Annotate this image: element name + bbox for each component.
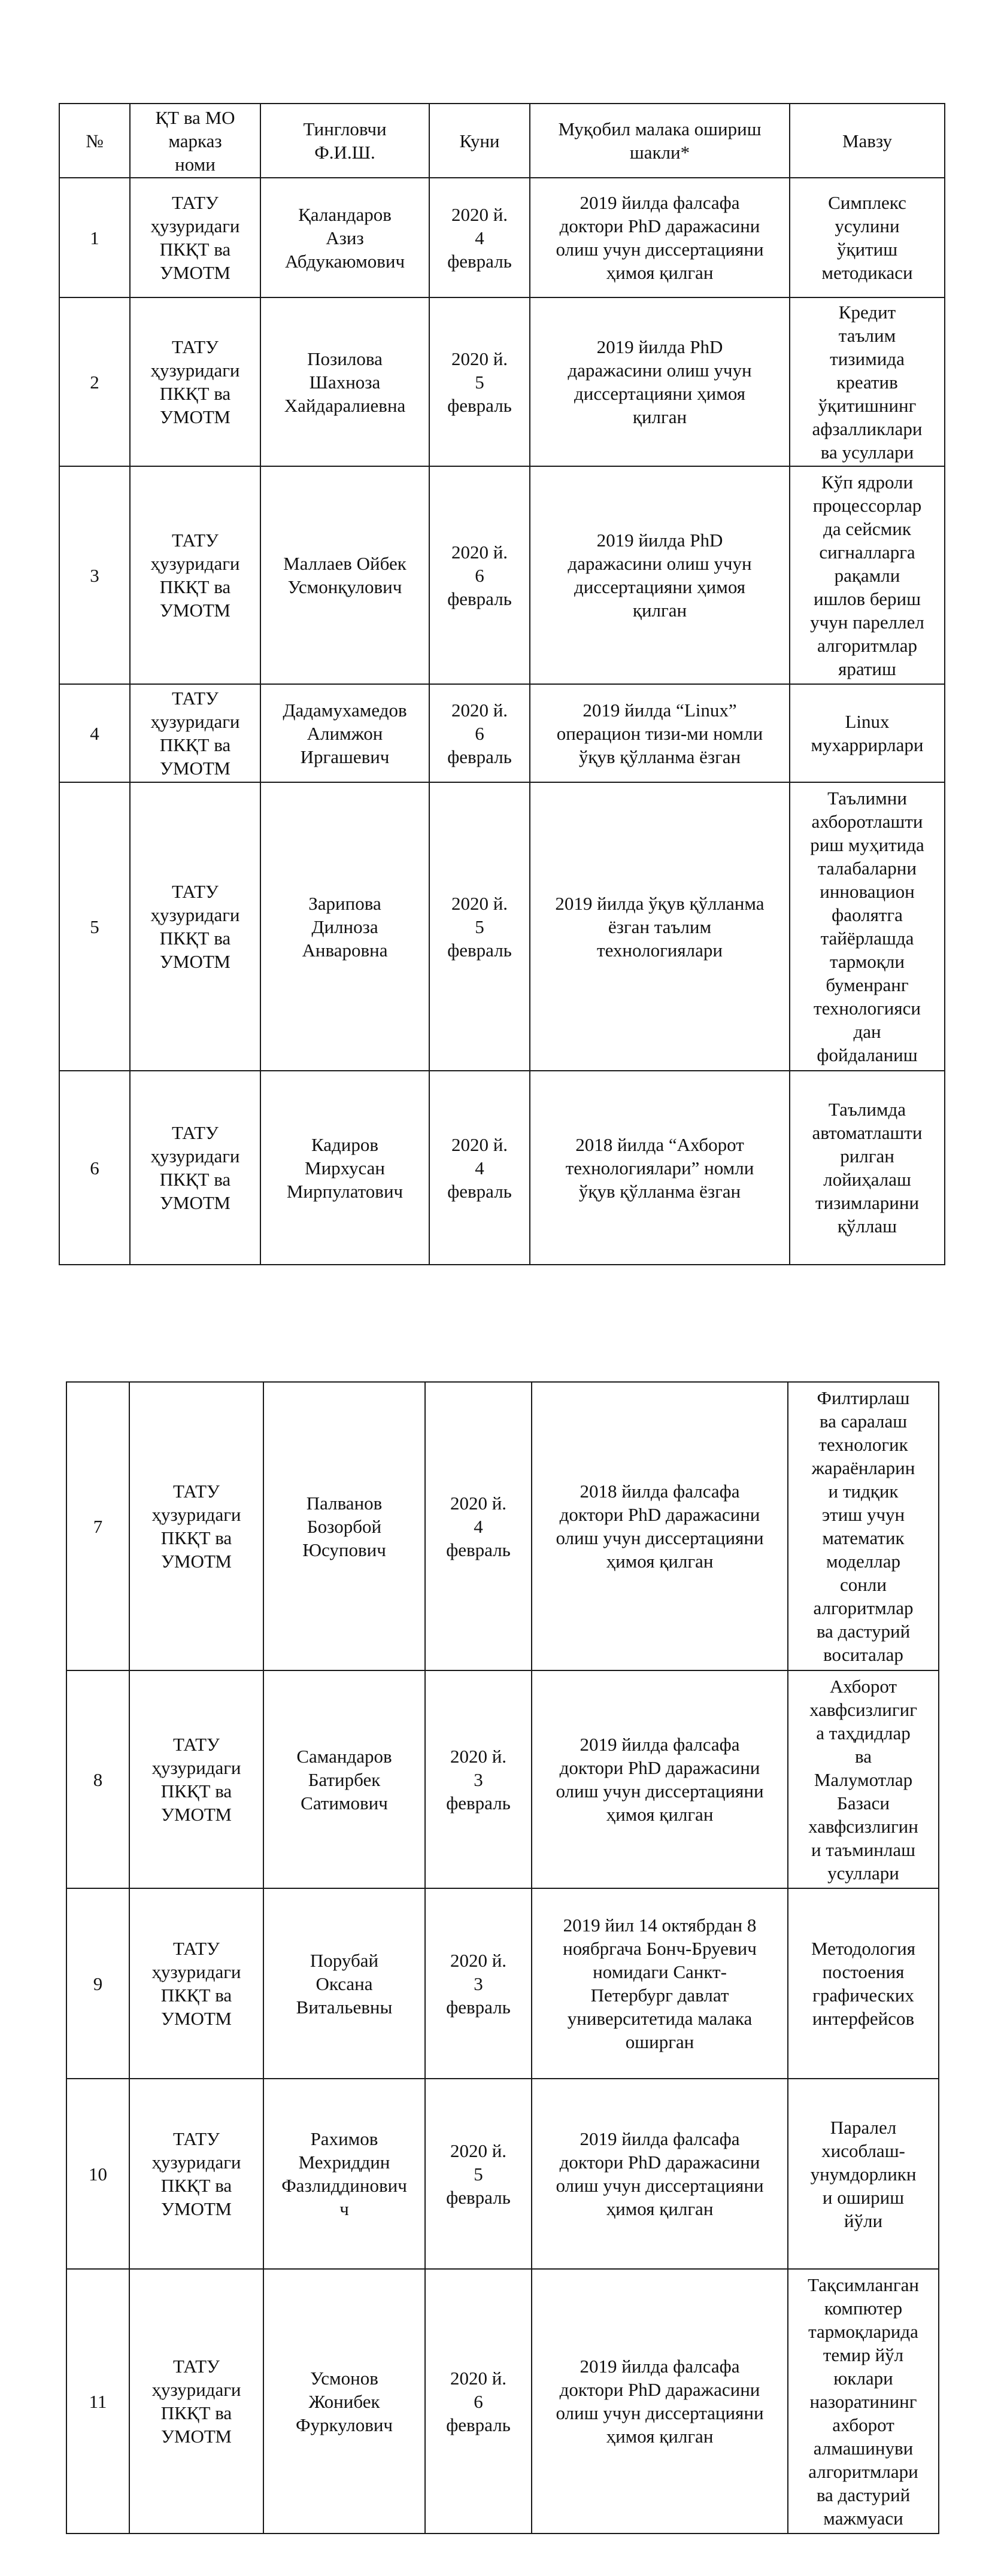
- cell-name: Усмонов Жонибек Фуркулович: [263, 2269, 425, 2534]
- cell-topic: Филтирлаш ва саралаш технологик жараёнларин и тидқик этиш учун математик моделлар сонли алгоритмлар ва дастурий воситалар: [788, 1382, 939, 1670]
- cell-topic: Симплекс усулини ўқитиш методикаси: [790, 178, 945, 297]
- header-date: Куни: [429, 104, 530, 178]
- table-row: [66, 1670, 939, 1888]
- table-row: [59, 1071, 945, 1265]
- cell-center: ТАТУ ҳузуридаги ПКҚТ ва УМОТМ: [129, 2269, 263, 2534]
- cell-form: 2019 йилда “Linux” операцион тизи-ми номли ўқув қўлланма ёзган: [530, 684, 790, 782]
- cell-center: ТАТУ ҳузуридаги ПКҚТ ва УМОТМ: [129, 1382, 263, 1670]
- cell-name: Самандаров Батирбек Сатимович: [263, 1670, 425, 1888]
- cell-center: ТАТУ ҳузуридаги ПКҚТ ва УМОТМ: [129, 1888, 263, 2079]
- cell-center: ТАТУ ҳузуридаги ПКҚТ ва УМОТМ: [130, 782, 260, 1071]
- cell-number: 5: [59, 782, 130, 1071]
- cell-center: ТАТУ ҳузуридаги ПКҚТ ва УМОТМ: [130, 178, 260, 297]
- cell-number: 8: [66, 1670, 129, 1888]
- cell-number: 2: [59, 297, 130, 466]
- table-header-row: [59, 104, 945, 178]
- cell-topic: Ахборот хавфсизлигиг а таҳдидлар ва Малумотлар Базаси хавфсизлигин и таъминлаш усуллари: [788, 1670, 939, 1888]
- cell-date: 2020 й. 4 февраль: [429, 178, 530, 297]
- cell-date: 2020 й. 3 февраль: [425, 1888, 532, 2079]
- table-row: [59, 297, 945, 466]
- cell-number: 7: [66, 1382, 129, 1670]
- table-row: [66, 2079, 939, 2269]
- cell-number: 6: [59, 1071, 130, 1265]
- trainees-table-part-1: [59, 103, 945, 1265]
- table-row: [59, 782, 945, 1071]
- cell-date: 2020 й. 6 февраль: [429, 684, 530, 782]
- cell-form: 2019 йилда PhD даражасини олиш учун диссертацияни ҳимоя қилган: [530, 466, 790, 684]
- cell-name: Палванов Бозорбой Юсупович: [263, 1382, 425, 1670]
- cell-center: ТАТУ ҳузуридаги ПКҚТ ва УМОТМ: [130, 1071, 260, 1265]
- header-name: Тингловчи Ф.И.Ш.: [260, 104, 429, 178]
- cell-number: 1: [59, 178, 130, 297]
- cell-topic: Linux мухаррирлари: [790, 684, 945, 782]
- cell-date: 2020 й. 5 февраль: [429, 782, 530, 1071]
- cell-number: 4: [59, 684, 130, 782]
- table-row: [66, 1888, 939, 2079]
- cell-date: 2020 й. 6 февраль: [425, 2269, 532, 2534]
- table-row: [66, 1382, 939, 1670]
- cell-date: 2020 й. 6 февраль: [429, 466, 530, 684]
- cell-topic: Методология постоения графических интерфейсов: [788, 1888, 939, 2079]
- cell-form: 2019 йил 14 октябрдан 8 ноябргача Бонч-Бруевич номидаги Санкт- Петербург давлат университетида малака оширган: [532, 1888, 788, 2079]
- cell-date: 2020 й. 5 февраль: [429, 297, 530, 466]
- cell-form: 2019 йилда фалсафа доктори PhD даражасини олиш учун диссертацияни ҳимоя қилган: [532, 2079, 788, 2269]
- table-row: [59, 178, 945, 297]
- cell-name: Зарипова Дилноза Анваровна: [260, 782, 429, 1071]
- cell-date: 2020 й. 4 февраль: [425, 1382, 532, 1670]
- cell-name: Рахимов Мехриддин Фазлиддинович ч: [263, 2079, 425, 2269]
- table-row: [59, 684, 945, 782]
- cell-form: 2019 йилда фалсафа доктори PhD даражасини олиш учун диссертацияни ҳимоя қилган: [532, 1670, 788, 1888]
- cell-number: 9: [66, 1888, 129, 2079]
- header-topic: Мавзу: [790, 104, 945, 178]
- cell-name: Қаландаров Азиз Абдукаюмович: [260, 178, 429, 297]
- cell-topic: Таълимда автоматлашти рилган лойиҳалаш тизимларини қўллаш: [790, 1071, 945, 1265]
- header-number: №: [59, 104, 130, 178]
- table-row: [59, 466, 945, 684]
- cell-number: 11: [66, 2269, 129, 2534]
- cell-number: 3: [59, 466, 130, 684]
- cell-date: 2020 й. 5 февраль: [425, 2079, 532, 2269]
- cell-topic: Кўп ядроли процессорлар да сейсмик сигналларга рақамли ишлов бериш учун пареллел алгоритмлар яратиш: [790, 466, 945, 684]
- cell-center: ТАТУ ҳузуридаги ПКҚТ ва УМОТМ: [130, 684, 260, 782]
- cell-topic: Паралел хисоблаш- унумдорликн и ошириш йўли: [788, 2079, 939, 2269]
- trainees-table-part-2: [66, 1381, 939, 2534]
- cell-center: ТАТУ ҳузуридаги ПКҚТ ва УМОТМ: [129, 2079, 263, 2269]
- cell-center: ТАТУ ҳузуридаги ПКҚТ ва УМОТМ: [130, 466, 260, 684]
- cell-name: Дадамухамедов Алимжон Иргашевич: [260, 684, 429, 782]
- cell-name: Кадиров Мирхусан Мирпулатович: [260, 1071, 429, 1265]
- cell-form: 2019 йилда ўқув қўлланма ёзган таълим технологиялари: [530, 782, 790, 1071]
- table-row: [66, 2269, 939, 2534]
- header-center: ҚТ ва МО марказ номи: [130, 104, 260, 178]
- cell-topic: Кредит таълим тизимида креатив ўқитишнинг афзалликлари ва усуллари: [790, 297, 945, 466]
- cell-name: Позилова Шахноза Хайдаралиевна: [260, 297, 429, 466]
- cell-number: 10: [66, 2079, 129, 2269]
- cell-center: ТАТУ ҳузуридаги ПКҚТ ва УМОТМ: [130, 297, 260, 466]
- cell-topic: Таълимни ахборотлашти риш муҳитида талабаларни инновацион фаолятга тайёрлашда тармоқли буменранг технологияси дан фойдаланиш: [790, 782, 945, 1071]
- header-form: Муқобил малака ошириш шакли*: [530, 104, 790, 178]
- cell-form: 2019 йилда фалсафа доктори PhD даражасини олиш учун диссертацияни ҳимоя қилган: [530, 178, 790, 297]
- cell-form: 2018 йилда фалсафа доктори PhD даражасини олиш учун диссертацияни ҳимоя қилган: [532, 1382, 788, 1670]
- cell-date: 2020 й. 4 февраль: [429, 1071, 530, 1265]
- cell-date: 2020 й. 3 февраль: [425, 1670, 532, 1888]
- cell-name: Порубай Оксана Витальевны: [263, 1888, 425, 2079]
- cell-name: Маллаев Ойбек Усмонқулович: [260, 466, 429, 684]
- cell-form: 2019 йилда PhD даражасини олиш учун диссертацияни ҳимоя қилган: [530, 297, 790, 466]
- cell-form: 2019 йилда фалсафа доктори PhD даражасини олиш учун диссертацияни ҳимоя қилган: [532, 2269, 788, 2534]
- cell-center: ТАТУ ҳузуридаги ПКҚТ ва УМОТМ: [129, 1670, 263, 1888]
- cell-topic: Тақсимланган компютер тармоқларида темир йўл юклари назоратининг ахборот алмашинуви алгоритмлари ва дастурий мажмуаси: [788, 2269, 939, 2534]
- cell-form: 2018 йилда “Ахборот технологиялари” номли ўқув қўлланма ёзган: [530, 1071, 790, 1265]
